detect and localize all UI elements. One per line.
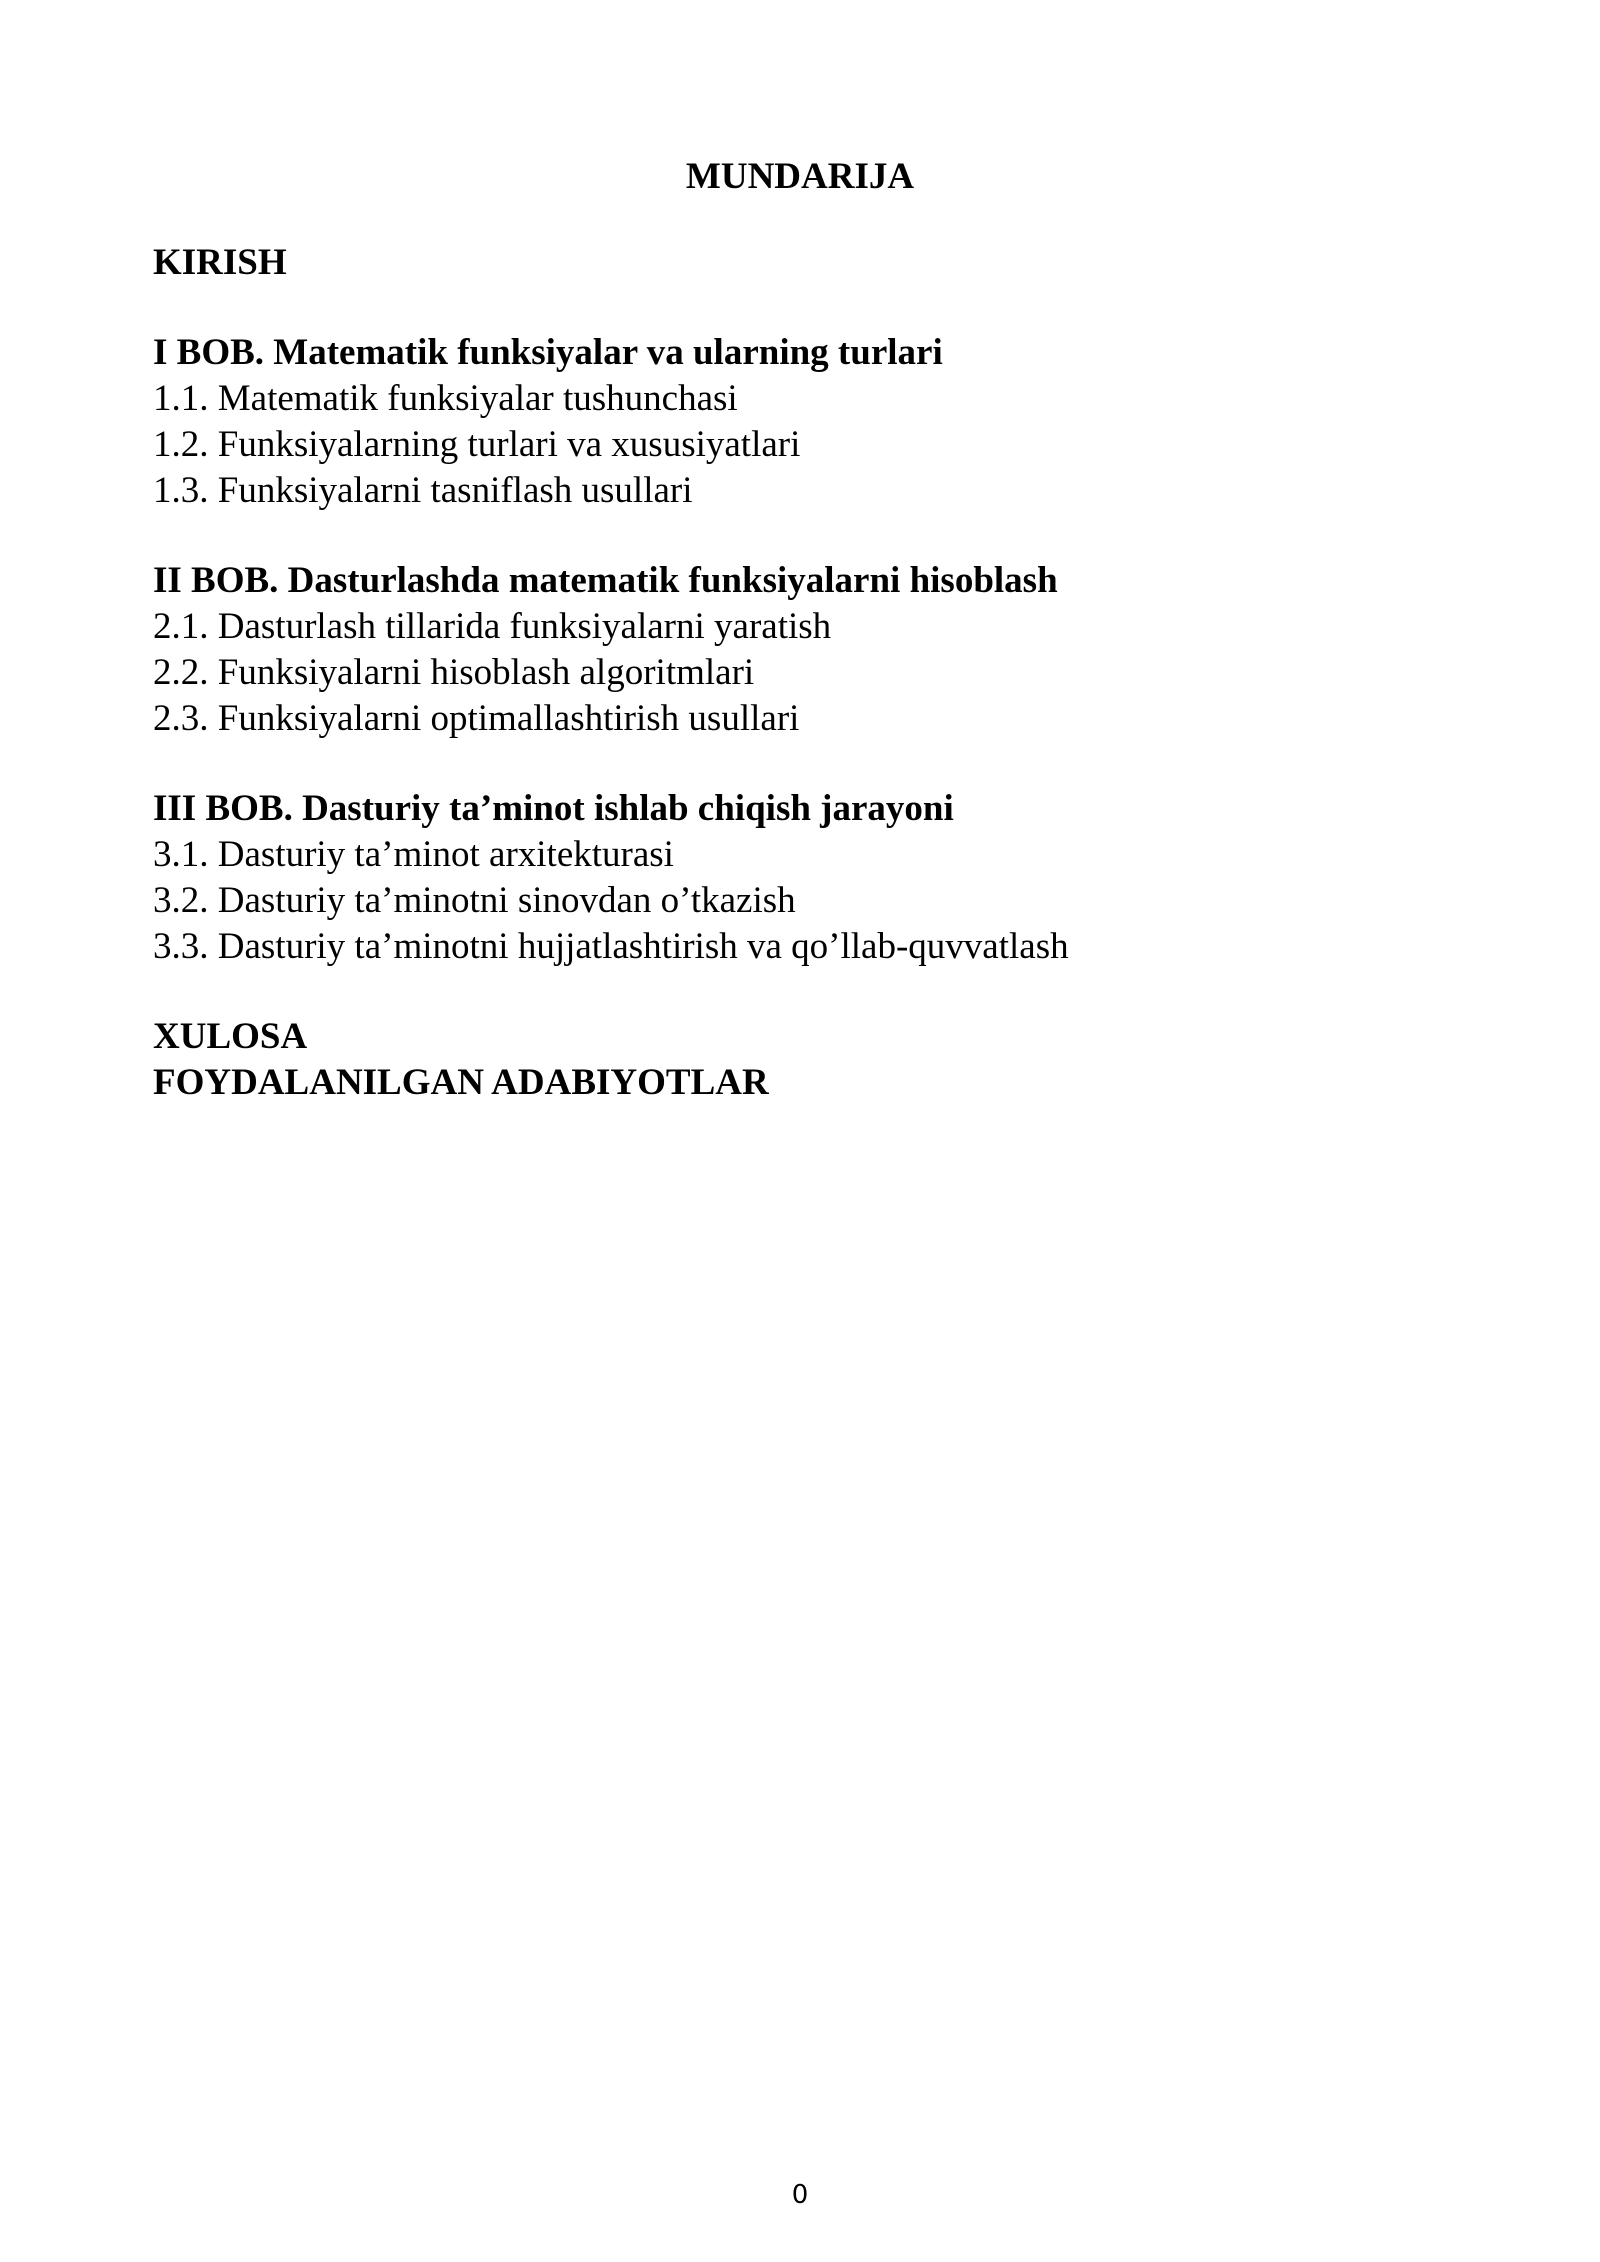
toc-item: 1.3. Funksiyalarni tasniflash usullari [153, 470, 693, 511]
page-title: MUNDARIJA [685, 156, 915, 197]
page-number: 0 [791, 2180, 809, 2210]
toc-item: 2.1. Dasturlash tillarida funksiyalarni yaratish [153, 606, 832, 647]
toc-conclusion: XULOSA [153, 1016, 308, 1057]
chapter-heading: I BOB. Matematik funksiyalar va ularning turlari [153, 332, 943, 373]
toc-item: 1.1. Matematik funksiyalar tushunchasi [153, 378, 738, 419]
closing-sections [153, 1014, 1453, 1106]
toc-intro: KIRISH [153, 242, 287, 283]
chapter-2 [153, 558, 1453, 742]
toc-references: FOYDALANILGAN ADABIYOTLAR [153, 1062, 769, 1103]
toc-item: 2.2. Funksiyalarni hisoblash algoritmlari [153, 652, 755, 693]
toc-item: 3.1. Dasturiy ta’minot arxitekturasi [153, 834, 674, 875]
chapter-heading: II BOB. Dasturlashda matematik funksiyalarni hisoblash [153, 560, 1058, 601]
toc-item: 2.3. Funksiyalarni optimallashtirish usullari [153, 698, 800, 739]
chapter-1 [153, 330, 1453, 514]
chapter-3 [153, 786, 1453, 970]
toc-item: 3.2. Dasturiy ta’minotni sinovdan o’tkazish [153, 880, 796, 921]
toc-item: 3.3. Dasturiy ta’minotni hujjatlashtirish va qo’llab-quvvatlash [153, 926, 1069, 967]
table-of-contents [153, 240, 1453, 1106]
toc-item: 1.2. Funksiyalarning turlari va xususiyatlari [153, 424, 801, 465]
chapter-heading: III BOB. Dasturiy ta’minot ishlab chiqish jarayoni [153, 788, 954, 829]
